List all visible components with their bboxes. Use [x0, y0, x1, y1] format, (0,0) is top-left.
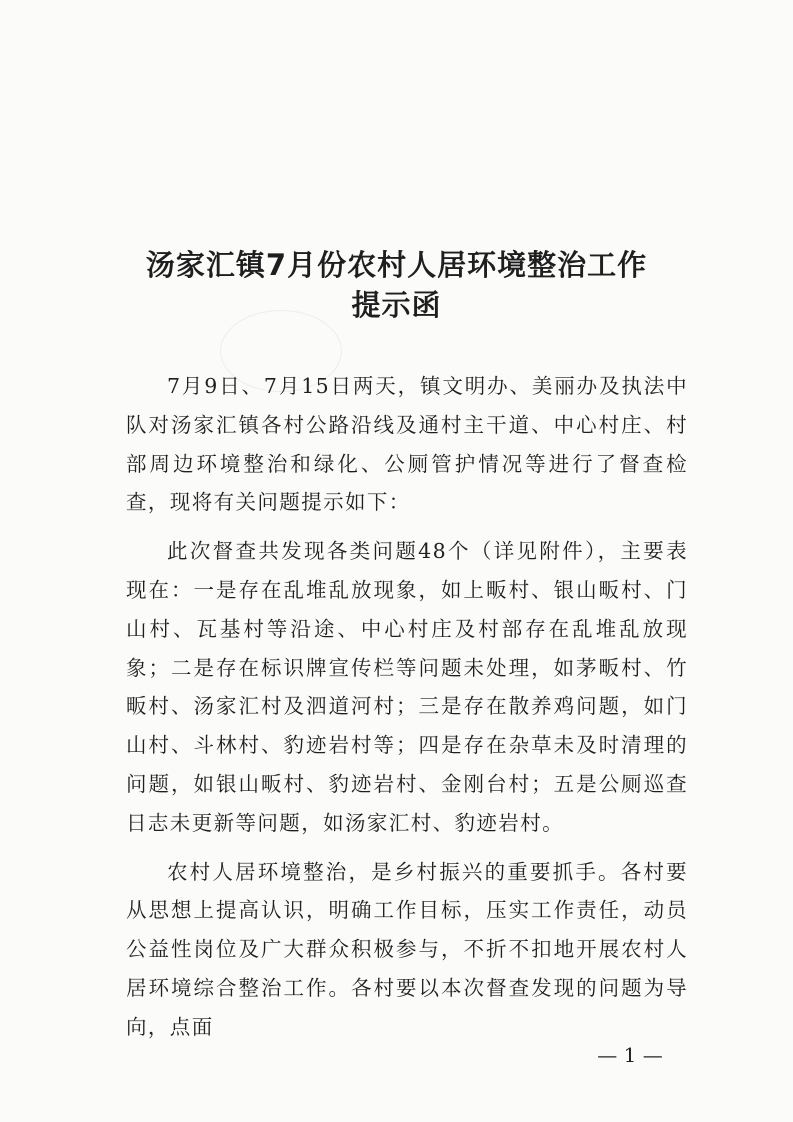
body-paragraph-1: 7月9日、7月15日两天，镇文明办、美丽办及执法中队对汤家汇镇各村公路沿线及通村主干道、中心村庄、村部周边环境整治和绿化、公厕管护情况等进行了督查检查，现将有关问题提示如下： [126, 374, 688, 515]
document-title-line-2: 提示函 [351, 288, 442, 322]
body-paragraph-3: 农村人居环境整治，是乡村振兴的重要抓手。各村要从思想上提高认识，明确工作目标，压实工作责任，动员公益性岗位及广大群众积极参与，不折不扣地开展农村人居环境综合整治工作。各村要以本次督查发现的问题为导向，点面 [126, 859, 688, 1039]
body-paragraph-2: 此次督查共发现各类问题48个（详见附件），主要表现在：一是存在乱堆乱放现象，如上畈村、银山畈村、门山村、瓦基村等沿途、中心村庄及村部存在乱堆乱放现象；二是存在标识牌宣传栏等问题未处理，如茅畈村、竹畈村、汤家汇村及泗道河村；三是存在散养鸡问题，如门山村、斗林村、豹迹岩村等；四是存在杂草未及时清理的问题，如银山畈村、豹迹岩村、金刚台村；五是公厕巡查日志未更新等问题，如汤家汇村、豹迹岩村。 [126, 539, 688, 835]
document-body [126, 367, 688, 1057]
page-number: — 1 — [597, 1043, 663, 1067]
document-title-line-1: 汤家汇镇7月份农村人居环境整治工作 [145, 248, 648, 282]
